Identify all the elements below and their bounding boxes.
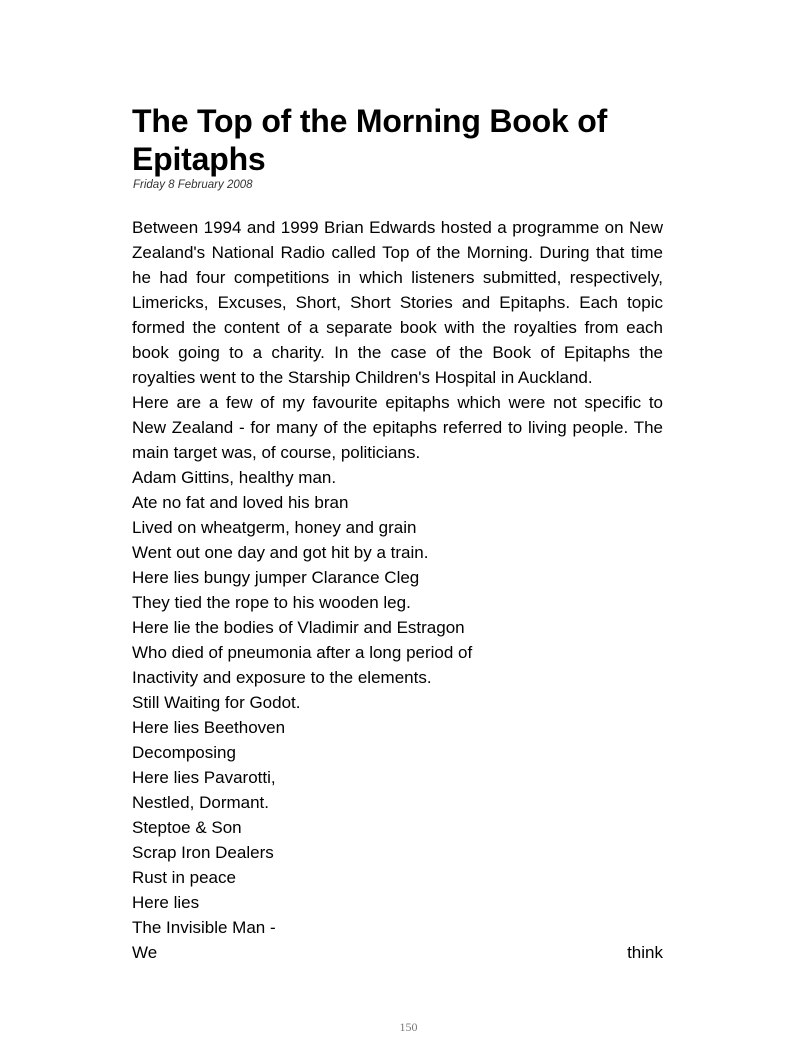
article-title: The Top of the Morning Book of Epitaphs — [132, 103, 608, 177]
second-paragraph: Here are a few of my favourite epitaphs which were not specific to New Zealand - for many of the epitaphs referred to living people. The main target was, of course, politicians. — [132, 393, 663, 462]
article — [132, 102, 663, 965]
epitaph-line: Still Waiting for Godot. — [132, 693, 301, 712]
article-date: Friday 8 February 2008 — [133, 179, 253, 191]
last-line-right: think — [627, 943, 663, 962]
epitaph-line: Inactivity and exposure to the elements. — [132, 668, 432, 687]
epitaph-line: Who died of pneumonia after a long period of — [132, 643, 473, 662]
epitaph-line: Lived on wheatgerm, honey and grain — [132, 518, 417, 537]
last-line — [132, 940, 663, 965]
epitaph-line: Went out one day and got hit by a train. — [132, 543, 429, 562]
epitaph-line: Nestled, Dormant. — [132, 793, 269, 812]
epitaph-line: Decomposing — [132, 743, 236, 762]
intro-paragraph: Between 1994 and 1999 Brian Edwards hosted a programme on New Zealand's National Radio called Top of the Morning. During that time he had four competitions in which listeners submitted, respectively, Limericks, Excuses, Short, Short Stories and Epitaphs. Each topic formed the content of a separate book with the royalties from each book going to a charity. In the case of the Book of Epitaphs the royalties went to the Starship Children's Hospital in Auckland. — [132, 218, 663, 387]
article-body — [132, 215, 663, 965]
epitaph-line: Here lies Pavarotti, — [132, 768, 276, 787]
last-line-left: We — [132, 943, 158, 962]
epitaph-line: Scrap Iron Dealers — [132, 843, 274, 862]
epitaph-line: Adam Gittins, healthy man. — [132, 468, 337, 487]
epitaph-line: Here lies Beethoven — [132, 718, 286, 737]
epitaph-line: Rust in peace — [132, 868, 236, 887]
page-number: 150 — [399, 1020, 418, 1034]
epitaph-line: They tied the rope to his wooden leg. — [132, 593, 411, 612]
epitaph-line: Here lies — [132, 893, 200, 912]
epitaph-line: Steptoe & Son — [132, 818, 242, 837]
epitaph-line: Here lie the bodies of Vladimir and Estragon — [132, 618, 465, 637]
epitaph-line: Ate no fat and loved his bran — [132, 493, 349, 512]
epitaph-line: The Invisible Man - — [132, 918, 276, 937]
epitaph-line: Here lies bungy jumper Clarance Cleg — [132, 568, 420, 587]
